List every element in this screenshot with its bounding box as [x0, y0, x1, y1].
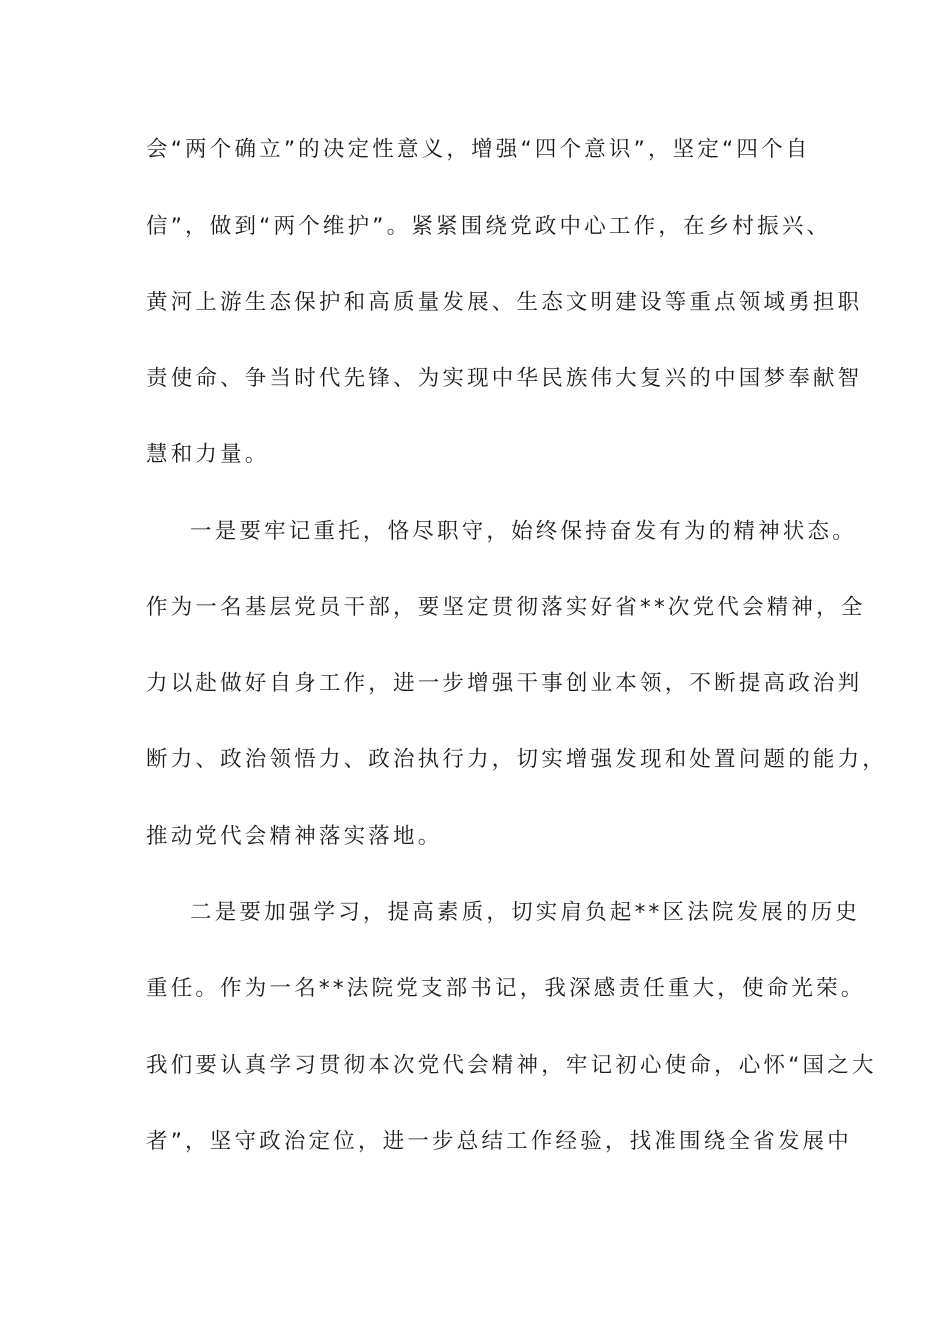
text-line: 责使命、争当时代先锋、为实现中华民族伟大复兴的中国梦奉献智	[146, 366, 863, 391]
text-line: 信”，做到“两个维护”。紧紧围绕党政中心工作，在乡村振兴、	[146, 214, 832, 239]
text-line: 作为一名基层党员干部，要坚定贯彻落实好省**次党代会精神，全	[146, 595, 866, 620]
text-line: 者”，坚守政治定位，进一步总结工作经验，找准围绕全省发展中	[146, 1129, 852, 1154]
paragraph-two-start: 二是要加强学习，提高素质，切实肩负起**区法院发展的历史	[190, 900, 861, 925]
text-line: 会“两个确立”的决定性意义，增强“四个意识”，坚定“四个自	[146, 137, 811, 162]
text-line: 断力、政治领悟力、政治执行力，切实增强发现和处置问题的能力，	[146, 747, 888, 772]
text-line: 黄河上游生态保护和高质量发展、生态文明建设等重点领域勇担职	[146, 290, 863, 315]
text-line: 力以赴做好自身工作，进一步增强干事创业本领，不断提高政治判	[146, 671, 863, 696]
text-line: 重任。作为一名**法院党支部书记，我深感责任重大，使命光荣。	[146, 976, 866, 1001]
text-line: 我们要认真学习贯彻本次党代会精神，牢记初心使命，心怀“国之大	[146, 1053, 877, 1078]
text-line: 慧和力量。	[146, 442, 270, 467]
text-line: 推动党代会精神落实落地。	[146, 824, 443, 849]
paragraph-one-start: 一是要牢记重托，恪尽职守，始终保持奋发有为的精神状态。	[190, 519, 857, 544]
